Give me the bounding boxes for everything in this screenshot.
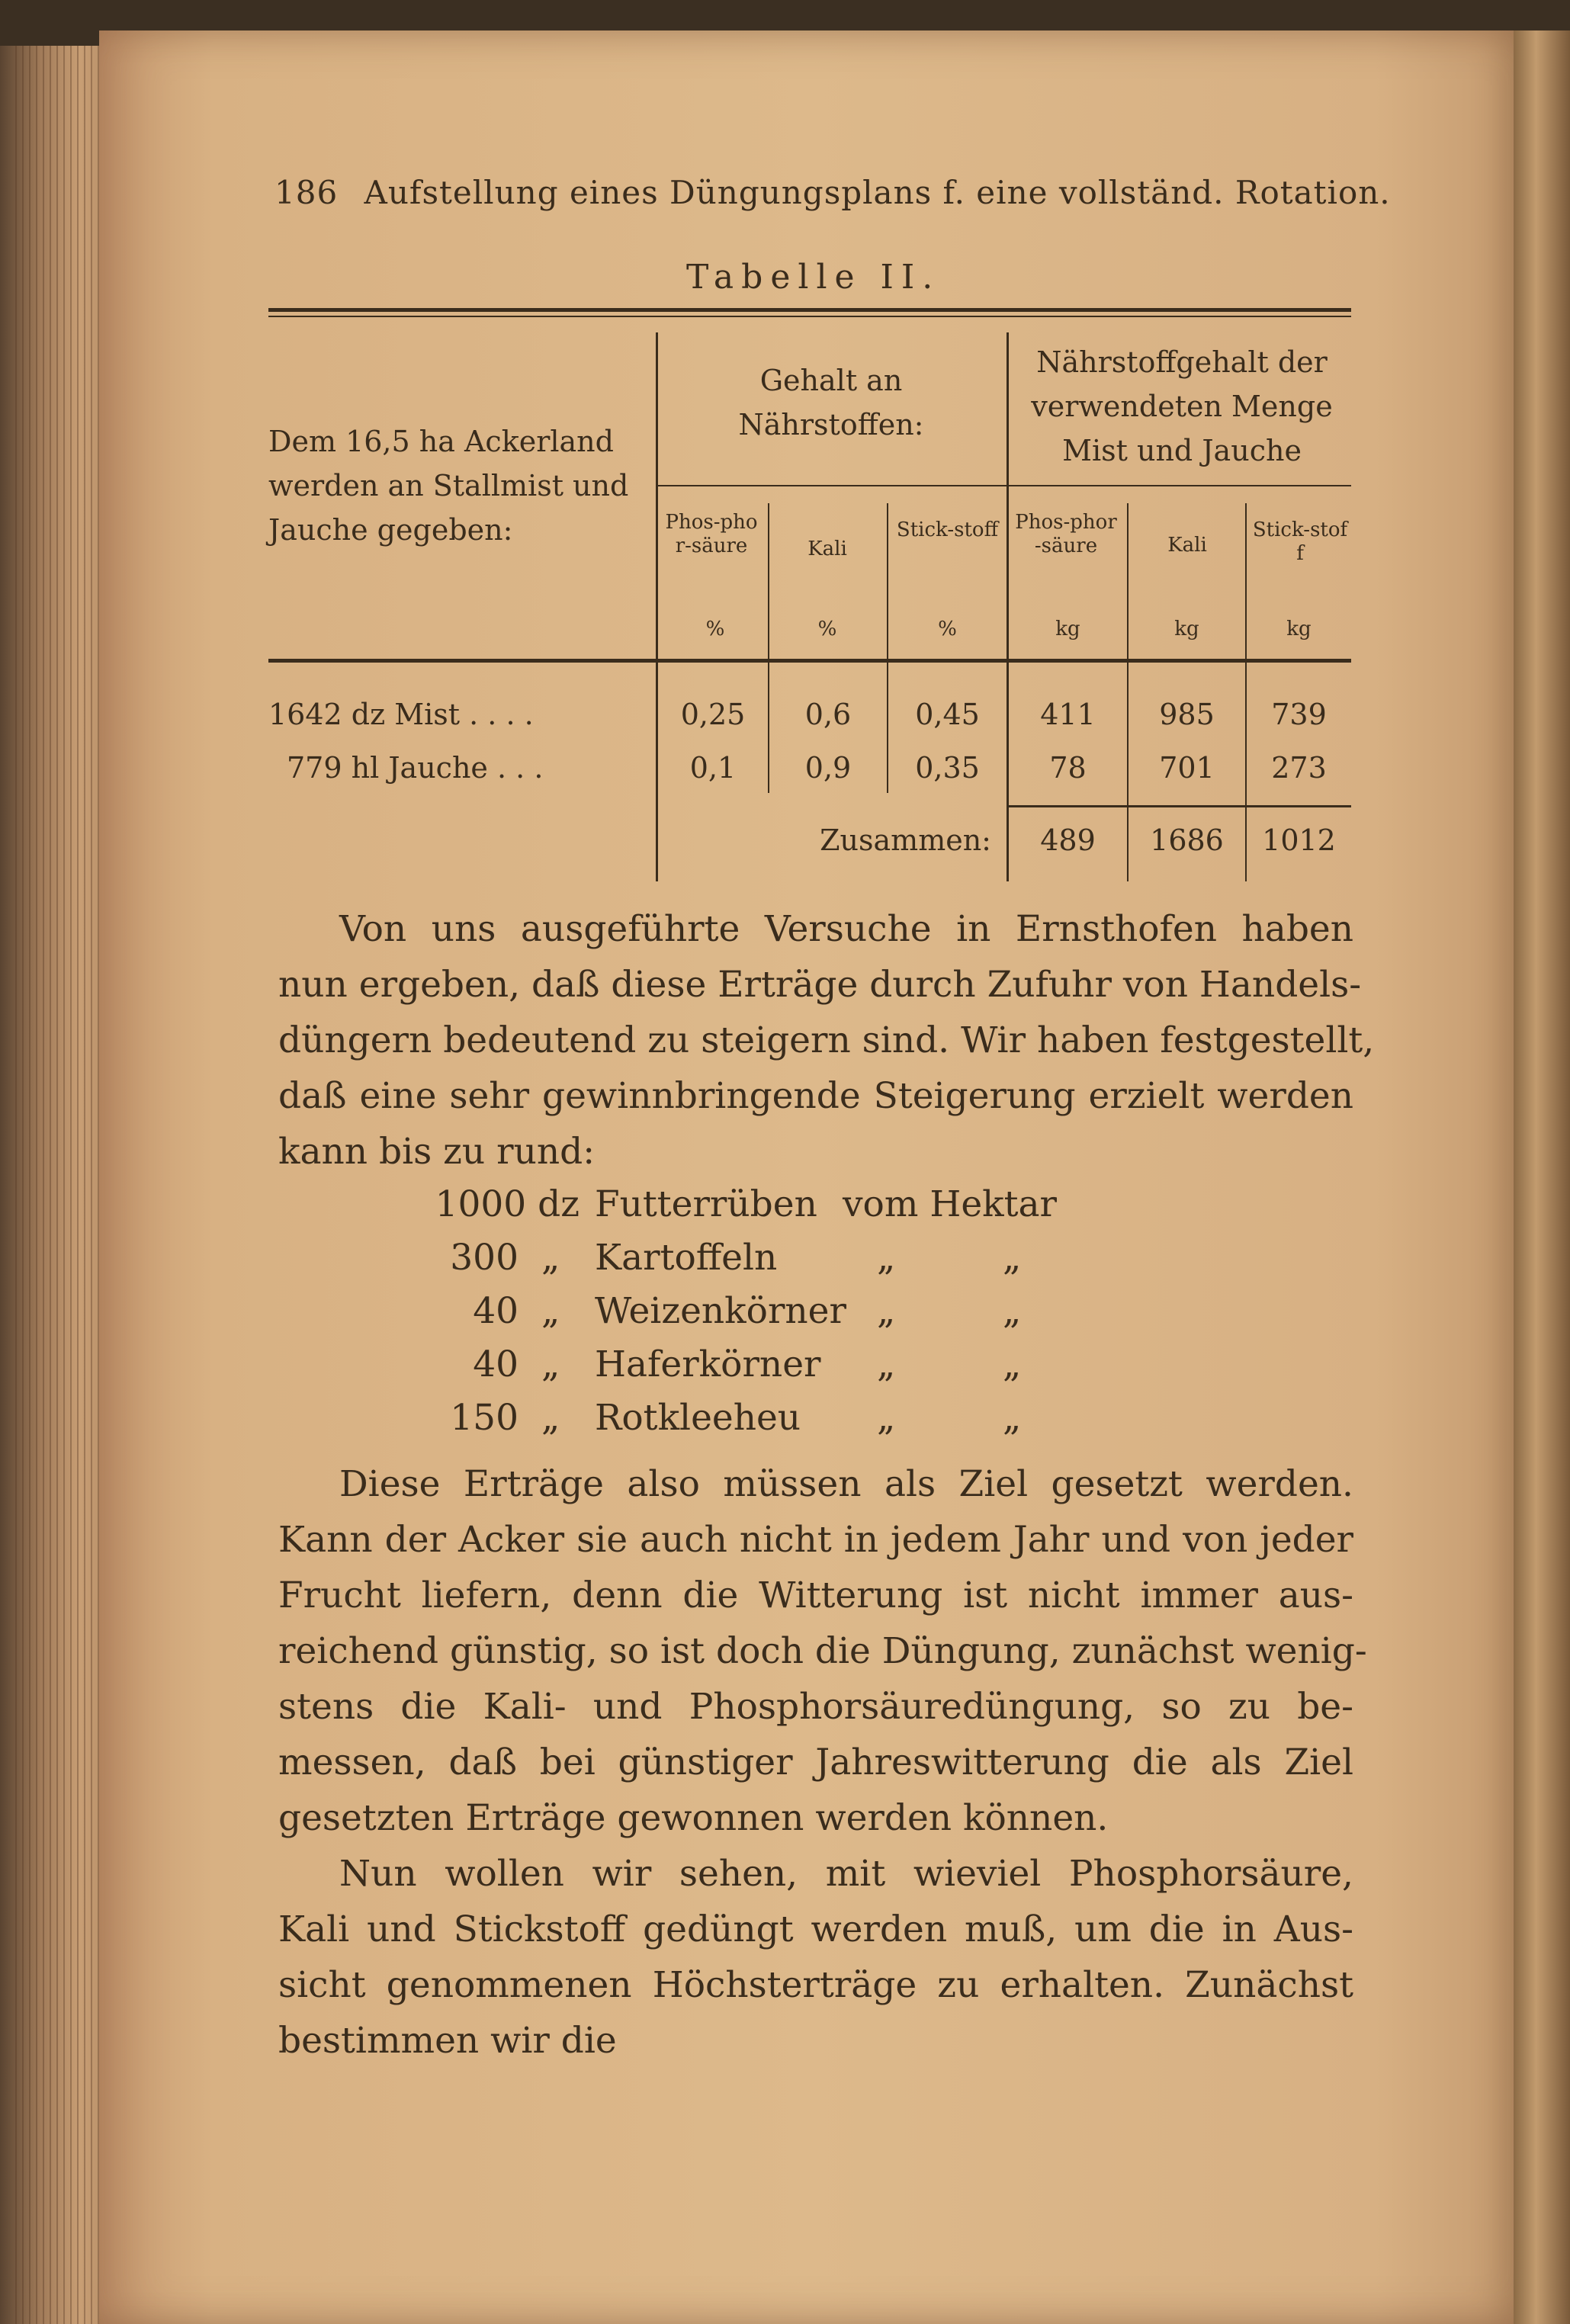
table-cell: 0,25 [680, 698, 746, 731]
table-title: Tabelle II. [686, 258, 941, 297]
ditto-mark: „ [541, 1397, 560, 1439]
text-line: kann bis zu rund: [278, 1131, 596, 1173]
ditto-mark: „ [877, 1290, 896, 1332]
table-cell: 0,9 [804, 751, 852, 785]
col-kali-pct: Kali [807, 538, 847, 560]
paragraph-3 [278, 1846, 1353, 2069]
text-line: stens die Kali- und Phosphorsäuredüngung, so zu be- [278, 1686, 1353, 1728]
ditto-mark: „ [877, 1237, 896, 1279]
table-top-rule-thin [268, 316, 1351, 317]
ditto-mark: „ [1003, 1397, 1022, 1439]
ditto-mark: „ [1003, 1237, 1022, 1279]
table-cell: 411 [1040, 698, 1096, 731]
ditto-mark: „ [877, 1343, 896, 1385]
table-cell: 0,35 [915, 751, 980, 785]
table-cell: 0,1 [689, 751, 737, 785]
yield-per: vom Hektar [843, 1183, 1058, 1225]
table-group1-header: Gehalt an Nährstoffen: [738, 364, 924, 441]
yield-crop: Futterrüben [595, 1183, 817, 1225]
text-line: Nun wollen wir sehen, mit wieviel Phosphorsäure, [339, 1853, 1353, 1895]
ditto-mark: „ [541, 1290, 560, 1332]
unit-phos-pct: % [705, 618, 725, 640]
table-cell: 701 [1159, 751, 1215, 785]
yield-crop: Kartoffeln [595, 1237, 778, 1279]
col-phos-pct: Phos-phor-säure [665, 511, 758, 558]
yield-amount: 1000 dz [435, 1183, 580, 1225]
text-line: nun ergeben, daß diese Erträge durch Zufuhr von Handels- [278, 964, 1362, 1006]
col-stick-kg: Stick-stoff [1252, 518, 1348, 566]
table-total-cell: 489 [1040, 823, 1096, 857]
table-cell: 739 [1271, 698, 1327, 731]
book-right-edge [1514, 30, 1570, 2324]
table-top-rule [268, 308, 1351, 312]
ditto-mark: „ [1003, 1290, 1022, 1332]
text-line: Von uns ausgeführte Versuche in Ernsthofen haben [339, 908, 1353, 950]
table-cell: 0,45 [915, 698, 980, 731]
table-vrule-2 [768, 503, 769, 793]
unit-phos-kg: kg [1055, 618, 1080, 640]
running-head [275, 174, 1391, 211]
yield-amount: 40 [473, 1343, 519, 1385]
table-vrule-3 [887, 503, 888, 793]
table-total-rule [1007, 805, 1351, 807]
text-line: Kann der Acker sie auch nicht in jedem Jahr und von jeder [278, 1519, 1353, 1561]
yield-crop: Rotkleeheu [595, 1397, 801, 1439]
ditto-mark: „ [541, 1237, 560, 1279]
table-row-header: Dem 16,5 ha Ackerland werden an Stallmist und Jauche gegeben: [268, 425, 629, 547]
table-header-bottom-rule [268, 659, 1351, 663]
table-row-label: 1642 dz Mist . . . . [268, 698, 534, 731]
table-cell: 985 [1159, 698, 1215, 731]
text-line: düngern bedeutend zu steigern sind. Wir haben festgestellt, [278, 1019, 1375, 1061]
yield-crop: Haferkörner [595, 1343, 821, 1385]
unit-kali-kg: kg [1174, 618, 1199, 640]
text-line: bestimmen wir die [278, 2020, 617, 2062]
table-row-label: 779 hl Jauche . . . [287, 751, 544, 785]
yield-crop: Weizenkörner [595, 1290, 846, 1332]
yield-amount: 40 [473, 1290, 519, 1332]
ditto-mark: „ [541, 1343, 560, 1385]
table-cell: 0,6 [804, 698, 852, 731]
paragraph-2 [278, 1456, 1367, 1846]
ditto-mark: „ [877, 1397, 896, 1439]
page-number: 186 [275, 174, 339, 211]
unit-kali-pct: % [817, 618, 837, 640]
table-vrule-4 [1007, 332, 1009, 881]
ditto-mark: „ [1003, 1343, 1022, 1385]
table-group2-header: Nährstoffgehalt der verwendeten Menge Mist und Jauche [1031, 345, 1333, 467]
table-cell: 78 [1049, 751, 1087, 785]
yield-amount: 300 [450, 1237, 519, 1279]
text-line: reichend günstig, so ist doch die Düngung, zunächst wenig- [278, 1630, 1367, 1672]
col-stick-pct: Stick-stoff [896, 518, 999, 541]
text-line: Frucht liefern, denn die Witterung ist nicht immer aus- [278, 1574, 1353, 1616]
text-line: sicht genommenen Höchsterträge zu erhalten. Zunächst [278, 1964, 1353, 2006]
text-line: Diese Erträge also müssen als Ziel gesetzt werden. [339, 1463, 1353, 1505]
text-line: messen, daß bei günstiger Jahreswitterung die als Ziel [278, 1741, 1353, 1783]
unit-stick-kg: kg [1286, 618, 1312, 640]
paragraph-1 [278, 901, 1375, 1180]
yield-amount: 150 [450, 1397, 519, 1439]
table-vrule-1 [656, 332, 658, 881]
running-head-title: Aufstellung eines Düngungsplans f. eine vollständ. Rotation. [364, 174, 1391, 211]
col-kali-kg: Kali [1167, 534, 1207, 557]
table-group-rule [657, 485, 1351, 486]
text-line: Kali und Stickstoff gedüngt werden muß, um die in Aus- [278, 1908, 1353, 1950]
unit-stick-pct: % [938, 618, 957, 640]
table-total-cell: 1012 [1262, 823, 1336, 857]
table-total-cell: 1686 [1150, 823, 1224, 857]
table-total-label: Zusammen: [820, 823, 991, 857]
text-line: daß eine sehr gewinnbringende Steigerung erzielt werden [278, 1075, 1353, 1117]
table-cell: 273 [1271, 751, 1327, 785]
col-phos-kg: Phos-phor-säure [1015, 511, 1117, 558]
text-line: gesetzten Erträge gewonnen werden können. [278, 1797, 1109, 1839]
page-stack-lines [15, 46, 99, 2324]
